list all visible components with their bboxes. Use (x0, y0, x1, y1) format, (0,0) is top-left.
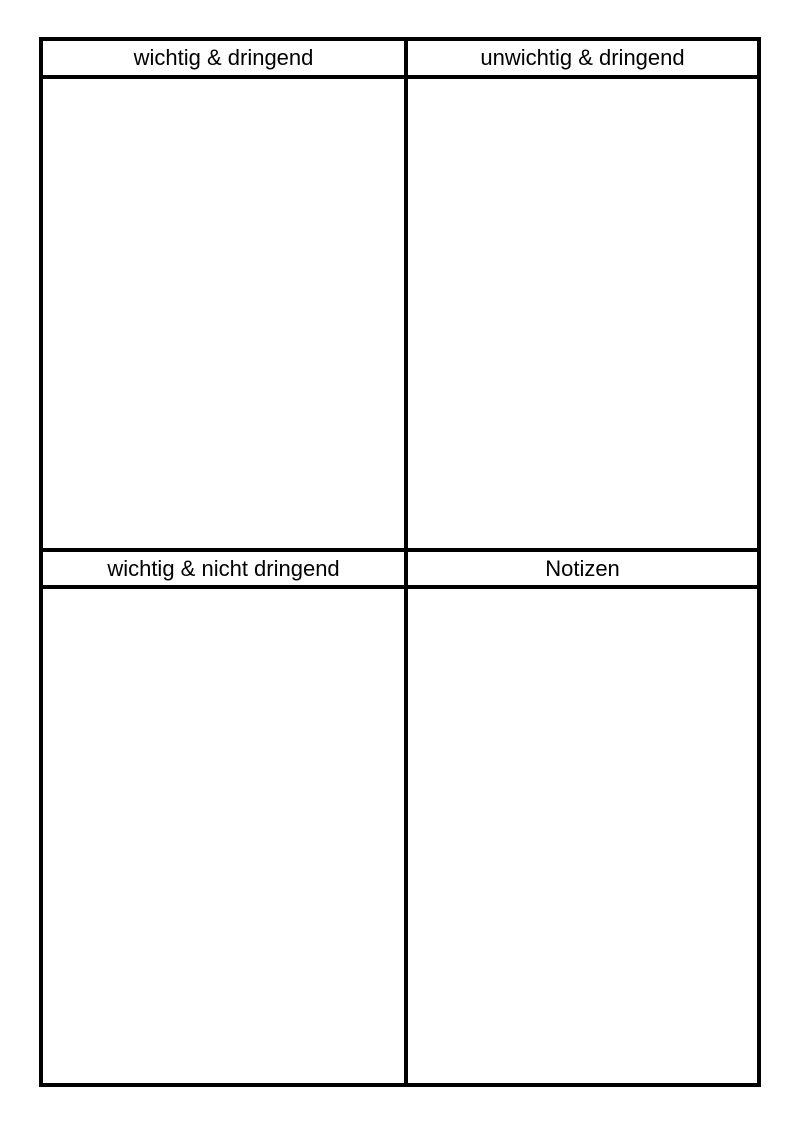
quadrant-header-important-not-urgent: wichtig & nicht dringend (107, 555, 340, 581)
priority-matrix-grid (39, 37, 761, 1087)
quadrant-area-unimportant-urgent (408, 79, 757, 548)
quadrant-header-unimportant-urgent: unwichtig & dringend (480, 45, 685, 70)
quadrant-area-important-not-urgent (43, 589, 404, 1083)
quadrant-header-notes: Notizen (545, 555, 620, 581)
quadrant-area-notes (408, 589, 757, 1083)
quadrant-area-important-urgent (43, 79, 404, 548)
quadrant-header-important-urgent: wichtig & dringend (133, 45, 314, 70)
